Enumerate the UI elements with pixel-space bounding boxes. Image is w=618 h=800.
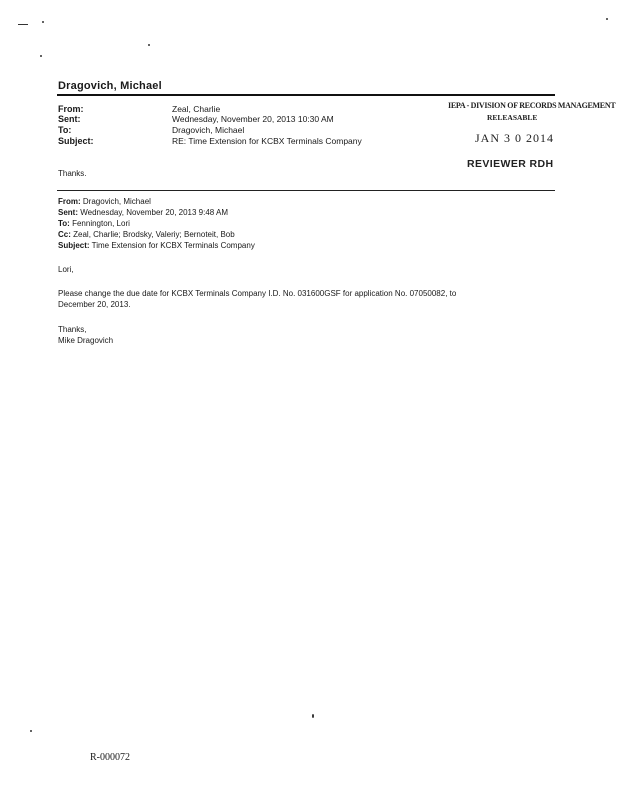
body-line-1: Please change the due date for KCBX Terminals Company I.D. No. 031600GSF for application No. 07050082, to	[58, 289, 457, 298]
original-sent-label: Sent:	[58, 208, 78, 217]
scan-speck	[40, 55, 42, 57]
closing: Thanks,	[58, 325, 87, 334]
scan-speck	[312, 714, 314, 718]
scan-speck	[148, 44, 150, 46]
original-cc-line	[58, 230, 235, 239]
to-value: Dragovich, Michael	[172, 125, 245, 135]
stamp-agency: IEPA - DIVISION OF RECORDS MANAGEMENT	[448, 101, 616, 110]
header-divider	[57, 94, 555, 96]
from-label: From:	[58, 104, 84, 114]
original-subject-label: Subject:	[58, 241, 90, 250]
from-value: Zeal, Charlie	[172, 104, 221, 114]
sent-label: Sent:	[58, 114, 81, 124]
original-from-label: From:	[58, 197, 81, 206]
quoted-divider	[57, 190, 555, 191]
original-subject-line	[58, 241, 255, 250]
to-label: To:	[58, 125, 72, 135]
stamp-date: JAN 3 0 2014	[475, 131, 555, 145]
original-from-line	[58, 197, 151, 206]
greeting: Lori,	[58, 265, 74, 274]
original-to-label: To:	[58, 219, 70, 228]
stamp-releasable: RELEASABLE	[487, 113, 538, 122]
subject-label: Subject:	[58, 136, 94, 146]
stamp-reviewer: REVIEWER RDH	[467, 158, 554, 170]
bates-number: R-000072	[90, 752, 130, 763]
scan-speck	[18, 24, 28, 25]
original-cc-label: Cc:	[58, 230, 71, 239]
original-to-value: Fennington, Lori	[72, 219, 130, 228]
scan-speck	[606, 18, 608, 20]
scan-speck	[30, 730, 32, 732]
original-subject-value: Time Extension for KCBX Terminals Company	[91, 241, 255, 250]
body-line-2: December 20, 2013.	[58, 300, 131, 309]
original-to-line	[58, 219, 130, 228]
original-sent-value: Wednesday, November 20, 2013 9:48 AM	[80, 208, 229, 217]
sent-value: Wednesday, November 20, 2013 10:30 AM	[172, 114, 334, 124]
original-from-value: Dragovich, Michael	[82, 197, 151, 206]
subject-value: RE: Time Extension for KCBX Terminals Company	[172, 136, 362, 146]
signature: Mike Dragovich	[58, 336, 114, 345]
reply-body: Thanks.	[58, 169, 87, 178]
scan-speck	[42, 21, 44, 23]
original-cc-value: Zeal, Charlie; Brodsky, Valeriy; Bernoteit, Bob	[73, 230, 235, 239]
original-sent-line	[58, 208, 228, 217]
mailbox-owner: Dragovich, Michael	[58, 80, 162, 92]
